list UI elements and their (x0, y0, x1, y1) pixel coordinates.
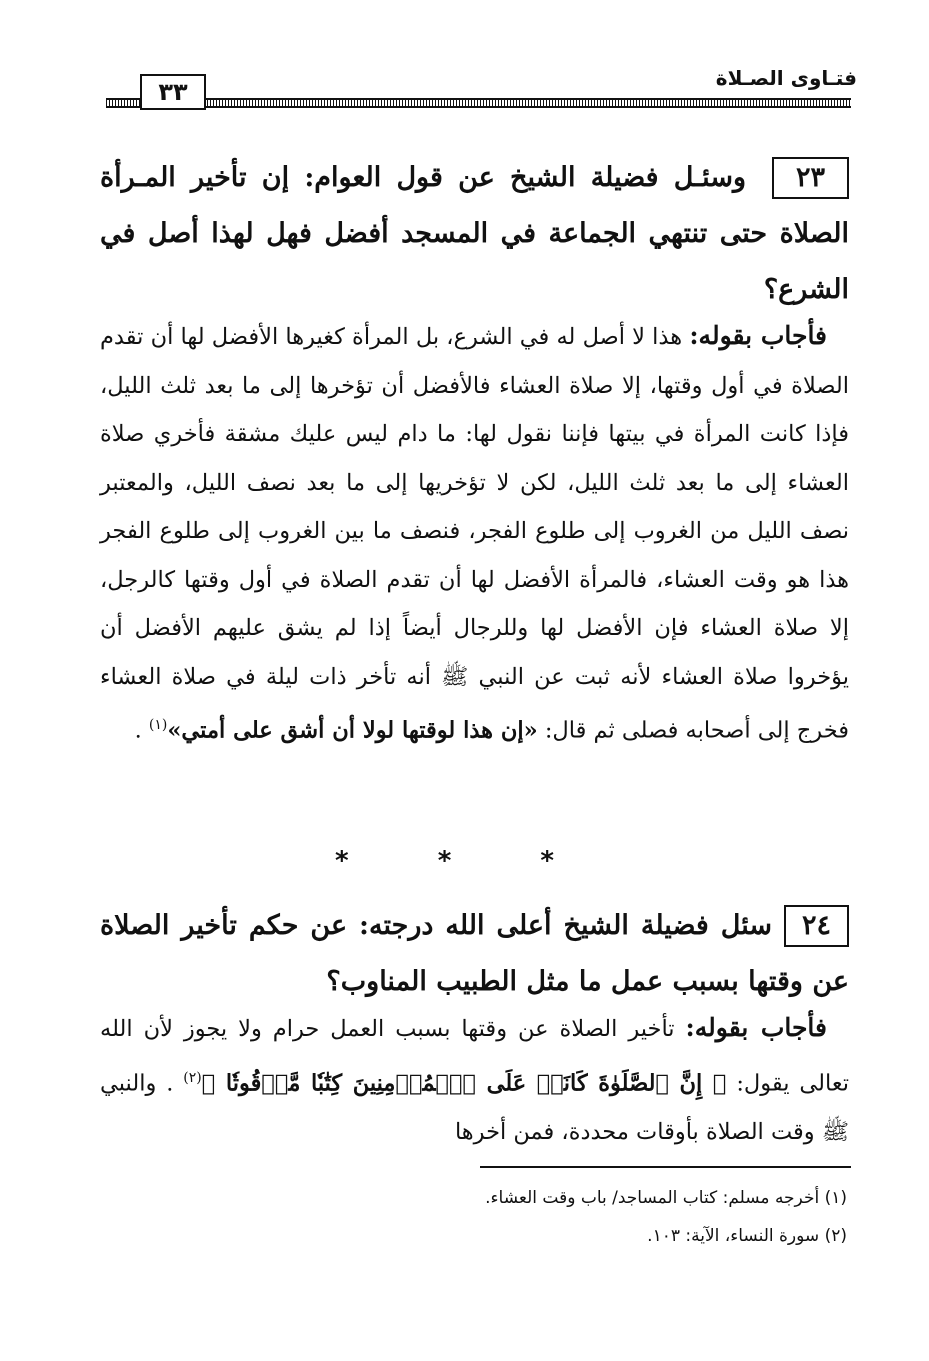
header-rule-right (204, 98, 851, 108)
footnote-divider (480, 1166, 851, 1168)
question-24 (100, 898, 849, 1010)
section-separator: * * * (335, 846, 594, 876)
answer-23-lead: فأجاب بقوله: (689, 321, 828, 350)
answer-24-lead: فأجاب بقوله: (685, 1013, 828, 1042)
question-number-24: ٢٤ (784, 905, 849, 947)
answer-23 (100, 312, 849, 755)
answer-24-text: تأخير الصلاة عن وقتها بسبب العمل حرام ولا يجوز لأن الله تعالى يقول: (100, 1016, 849, 1096)
footnote-ref-2: (٢) (183, 1069, 202, 1086)
answer-23-hadith-quote: «إن هذا لوقتها لولا أن أشق على أمتي» (167, 717, 538, 744)
question-24-text: سئل فضيلة الشيخ أعلى الله درجته: عن حكم تأخير الصلاة عن وقتها بسبب عمل ما مثل الطبيب المناوب؟ (100, 910, 849, 997)
page-number: ٣٣ (140, 74, 206, 110)
header-rule-left (106, 98, 140, 108)
quran-verse: ﴿ إِنَّ ٱلصَّلَوٰةَ كَانَتۡ عَلَى ٱلۡمُؤۡمِنِينَ كِتَٰبٗا مَّوۡقُوتٗا ﴾ (201, 1070, 727, 1096)
footnote-2: (٢) سورة النساء، الآية: ١٠٣. (647, 1226, 847, 1246)
answer-24-text-2: . والنبي ﷺ وقت الصلاة بأوقات محددة، فمن أخرها (100, 1070, 849, 1145)
footnote-ref-1: (١) (148, 717, 168, 733)
question-23-text: وسئـل فضيلة الشيخ عن قول العوام: إن تأخير المـرأة الصلاة حتى تنتهي الجماعة في المسجد أفضل فهل لهذا أصل في الشرع؟ (100, 162, 849, 305)
answer-24 (100, 1004, 849, 1156)
answer-23-text: هذا لا أصل له في الشرع، بل المرأة كغيرها الأفضل لها أن تقدم الصلاة في أول وقتها، إلا صلاة العشاء فالأفضل أن تؤخرها إلى ما بعد ثلث الليل، فإذا كانت المرأة في بيتها فإننا نقول لها: ما دام ليس عليك مشقة فأخري صلاة العشاء إلى ما بعد ثلث الليل، لكن لا تؤخريها إلى ما بعد نصف الليل، والمعتبر نصف الليل من الغروب إلى طلوع الفجر، فنصف ما بين الغروب إلى طلوع الفجر هذا هو وقت العشاء، فالمرأة الأفضل لها أن تقدم الصلاة في أول وقتها كالرجل، إلا صلاة العشاء فإن الأفضل لها وللرجال أيضاً إذا لم يشق عليهم الأفضل أن يؤخروا صلاة العشاء لأنه ثبت عن النبي ﷺ أنه تأخر ذات ليلة في صلاة العشاء فخرج إلى أصحابه فصلى ثم قال: (100, 324, 849, 744)
question-number-23: ٢٣ (772, 157, 849, 199)
answer-23-end: . (134, 717, 142, 744)
running-header-title: فتـاوى الصـلاة (715, 66, 857, 90)
footnote-1: (١) أخرجه مسلم: كتاب المساجد/ باب وقت العشاء. (485, 1188, 847, 1208)
question-23 (100, 150, 849, 318)
